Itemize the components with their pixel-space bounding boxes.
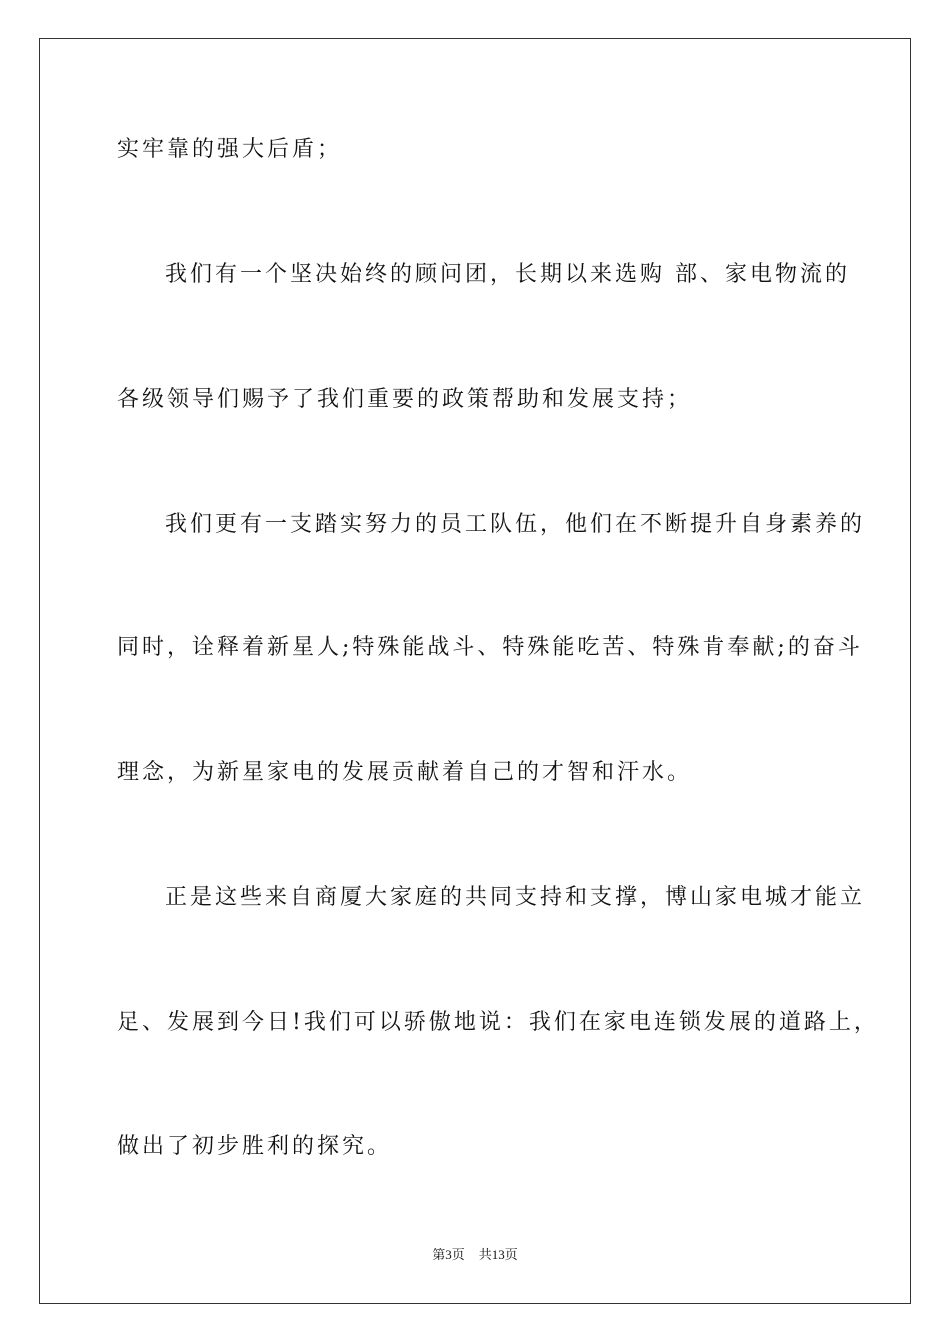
page-footer xyxy=(0,1247,950,1263)
paragraph-line: 理念，为新星家电的发展贡献着自己的才智和汗水。 xyxy=(117,760,693,785)
paragraph-line: 正是这些来自商厦大家庭的共同支持和支撑，博山家电城才能立 xyxy=(165,885,866,910)
paragraph-line: 同时，诠释着新星人;特殊能战斗、特殊能吃苦、特殊肯奉献;的奋斗 xyxy=(117,635,863,660)
page-total: 共13页 xyxy=(478,1247,518,1262)
paragraph-line: 实牢靠的强大后盾； xyxy=(117,137,343,162)
page-border xyxy=(39,38,911,1304)
paragraph-line: 我们更有一支踏实努力的员工队伍，他们在不断提升自身素养的 xyxy=(165,512,866,537)
paragraph-line: 我们有一个坚决始终的顾问团，长期以来选购 部、家电物流的 xyxy=(165,262,850,287)
page-number: 第3页 xyxy=(432,1247,465,1262)
paragraph-line: 做出了初步胜利的探究。 xyxy=(117,1134,393,1159)
paragraph-line: 各级领导们赐予了我们重要的政策帮助和发展支持； xyxy=(117,387,693,412)
paragraph-line: 足、发展到今日!我们可以骄傲地说：我们在家电连锁发展的道路上， xyxy=(117,1010,879,1035)
